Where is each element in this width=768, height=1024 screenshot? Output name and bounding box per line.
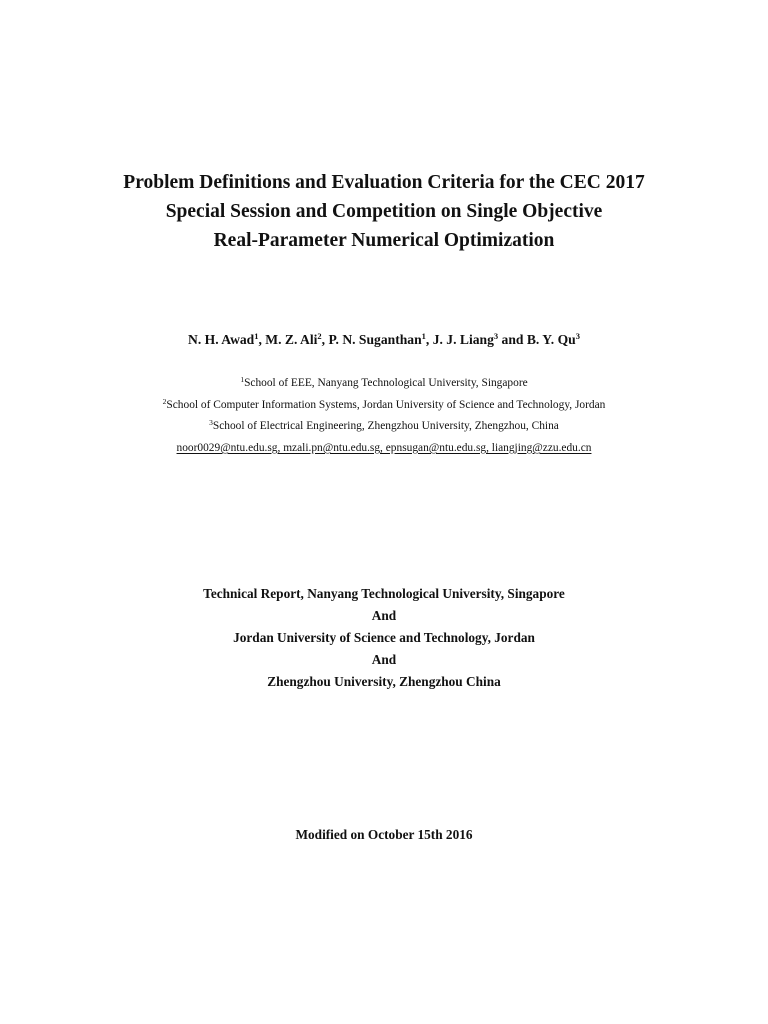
affiliation-marker: 1 — [254, 331, 259, 341]
affiliation-number: 3 — [209, 418, 213, 427]
modified-date: Modified on October 15th 2016 — [295, 827, 473, 842]
affiliation-text: School of Electrical Engineering, Zhengzhou University, Zhengzhou, China — [212, 420, 559, 432]
title-line: Special Session and Competition on Single Objective — [165, 201, 603, 222]
author-name: P. N. Suganthan — [328, 332, 422, 347]
affiliation-line — [0, 395, 768, 417]
affiliation-number: 2 — [162, 396, 167, 406]
affiliation-line — [0, 416, 768, 438]
author-separator: and — [498, 332, 527, 347]
title-line: Problem Definitions and Evaluation Criteria for the CEC 2017 — [123, 172, 645, 193]
author-list — [0, 331, 768, 349]
report-line: Jordan University of Science and Technology, Jordan — [233, 630, 535, 645]
affiliation-line — [0, 373, 768, 395]
affiliation-number: 1 — [240, 375, 245, 384]
report-line: Technical Report, Nanyang Technological University, Singapore — [203, 586, 565, 601]
report-info — [0, 583, 768, 693]
author-name: M. Z. Ali — [265, 332, 318, 347]
affiliation-marker: 1 — [421, 331, 426, 341]
report-line: And — [371, 652, 397, 667]
affiliation-text: School of EEE, Nanyang Technological University, Singapore — [244, 377, 528, 389]
document-title — [0, 168, 768, 255]
affiliation-marker: 3 — [493, 331, 499, 341]
title-line: Real-Parameter Numerical Optimization — [213, 230, 555, 251]
email-links[interactable]: noor0029@ntu.edu.sg, mzali.pn@ntu.edu.sg, epnsugan@ntu.edu.sg, liangjing@zzu.edu.cn — [176, 441, 592, 454]
author-separator: , — [321, 332, 329, 347]
affiliation-text: School of Computer Information Systems, Jordan University of Science and Technology, Jordan — [166, 398, 606, 411]
author-name: B. Y. Qu — [526, 332, 576, 347]
report-line: And — [371, 608, 397, 623]
report-line: Zhengzhou University, Zhengzhou China — [267, 674, 501, 689]
affiliation-marker: 3 — [575, 331, 580, 341]
author-name: N. H. Awad — [188, 332, 255, 347]
author-separator: , — [258, 332, 266, 347]
affiliation-marker: 2 — [317, 331, 322, 341]
author-separator: , — [425, 332, 433, 347]
affiliation-list — [0, 373, 768, 459]
author-name: J. J. Liang — [432, 332, 494, 347]
